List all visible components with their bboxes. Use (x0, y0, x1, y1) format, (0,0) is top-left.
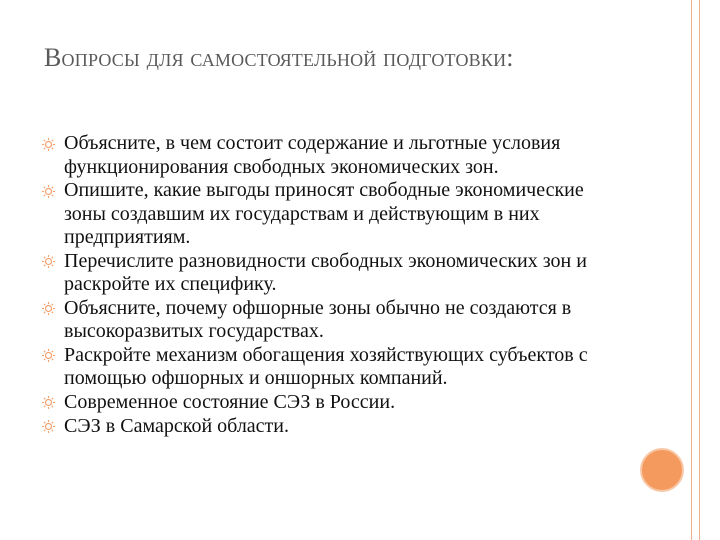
question-list (42, 132, 612, 439)
sun-bullet-icon (42, 415, 64, 439)
list-item (42, 250, 612, 297)
frame-line-left (691, 0, 692, 540)
sun-bullet-icon (42, 250, 64, 274)
list-item (42, 391, 612, 415)
sun-bullet-icon (42, 132, 64, 156)
list-item (42, 179, 612, 250)
list-item-text: Раскройте механизм обогащения хозяйствующих субъектов с помощью офшорных и оншорных компаний. (64, 343, 588, 389)
sun-bullet-icon (42, 297, 64, 321)
list-item (42, 415, 612, 439)
sun-bullet-icon (42, 391, 64, 415)
list-item (42, 344, 612, 391)
decorative-circle (640, 448, 684, 492)
list-item-text: Объясните, почему офшорные зоны обычно не создаются в высокоразвитых государствах. (64, 296, 572, 342)
sun-bullet-icon (42, 344, 64, 368)
list-item-text: Современное состояние СЭЗ в России. (64, 390, 396, 413)
list-item (42, 132, 612, 179)
slide-title: Вопросы для самостоятельной подготовки: (44, 43, 514, 72)
list-item (42, 297, 612, 344)
list-item-text: Перечислите разновидности свободных экономических зон и раскройте их специфику. (64, 249, 587, 295)
list-item-text: СЭЗ в Самарской области. (64, 414, 289, 437)
list-item-text: Объясните, в чем состоит содержание и льготные условия функционирования свободных экономических зон. (64, 132, 561, 178)
frame-line-right (699, 0, 700, 540)
list-item-text: Опишите, какие выгоды приносят свободные экономические зоны создавшим их государствам и действующим в них предприятиям. (64, 179, 584, 248)
sun-bullet-icon (42, 179, 64, 203)
